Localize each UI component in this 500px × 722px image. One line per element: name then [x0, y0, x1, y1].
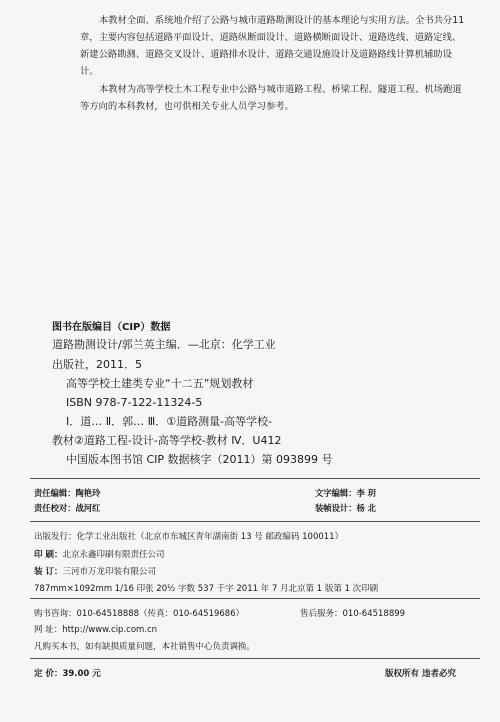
cip-line-5: Ⅰ．道… Ⅱ．郭… Ⅲ．①道路测量-高等学校- — [66, 415, 273, 428]
cip-line-3: 高等学校土建类专业“十二五”规划教材 — [66, 377, 254, 390]
cip-line-6: 教材②道路工程-设计-高等学校-教材 Ⅳ．U412 — [52, 434, 282, 447]
binder-name: 三河市万龙印装有限公司 — [62, 567, 156, 577]
divider-rule — [30, 658, 480, 659]
after-sales-contact: 售后服务：010-64518899 — [300, 609, 406, 619]
purchase-contact: 购书咨询：010-64518888（传真：010-64519686） — [34, 609, 245, 619]
rights-notice: 版权所有 违者必究 — [385, 669, 456, 679]
cip-line-1: 道路勘测设计/郭兰英主编．—北京：化学工业 — [52, 338, 276, 351]
cip-line-4: ISBN 978-7-122-11324-5 — [66, 396, 203, 409]
intro-block — [80, 12, 470, 115]
responsible-editor: 责任编辑：陶艳玲 — [34, 488, 101, 498]
price: 定 价：39.00 元 — [34, 669, 101, 679]
cip-line-2: 出版社，2011．5 — [52, 358, 142, 371]
quality-notice: 凡购买本书，如有缺损质量问题，本社销售中心负责调换。 — [34, 642, 256, 652]
intro-paragraph-1: 本教材全面、系统地介绍了公路与城市道路勘测设计的基本理论与实用方法。全书共分11章，主要内容包括道路平面设计、道路纵断面设计、道路横断面设计、道路选线、道路定线、新建公路勘测、道路交叉设计、道路排水设计、道路交通设施设计及道路路线计算机辅助设计。 — [80, 15, 465, 77]
cip-heading: 图书在版编目（CIP）数据 — [52, 322, 171, 333]
designer: 装帧设计：杨 北 — [315, 503, 376, 513]
divider-rule — [30, 478, 480, 479]
divider-rule — [30, 598, 480, 599]
intro-paragraph-2: 本教材为高等学校土木工程专业中公路与城市道路工程、桥梁工程、隧道工程、机场跑道等方向的本科教材，也可供相关专业人员学习参考。 — [80, 84, 462, 112]
printer-name: 北京永鑫印刷有限责任公司 — [62, 550, 165, 560]
cip-line-7: 中国版本图书馆 CIP 数据核字（2011）第 093899 号 — [66, 453, 333, 466]
printer-line — [34, 548, 164, 560]
publisher-line: 出版发行：化学工业出版社（北京市东城区青年湖南街 13 号 邮政编码 100011） — [34, 532, 344, 542]
proofreader: 责任校对：战河红 — [34, 503, 101, 513]
website-line: 网 址：http://www.cip.com.cn — [34, 625, 158, 635]
text-editor: 文字编辑：李 玥 — [315, 488, 376, 498]
book-specs: 787mm×1092mm 1/16 印张 20½ 字数 537 千字 2011 年 7 月北京第 1 版第 1 次印刷 — [34, 584, 379, 594]
divider-rule — [30, 521, 480, 522]
printer-label: 印 刷： — [34, 550, 63, 560]
binder-label: 装 订： — [34, 567, 63, 577]
binder-line — [34, 565, 156, 577]
